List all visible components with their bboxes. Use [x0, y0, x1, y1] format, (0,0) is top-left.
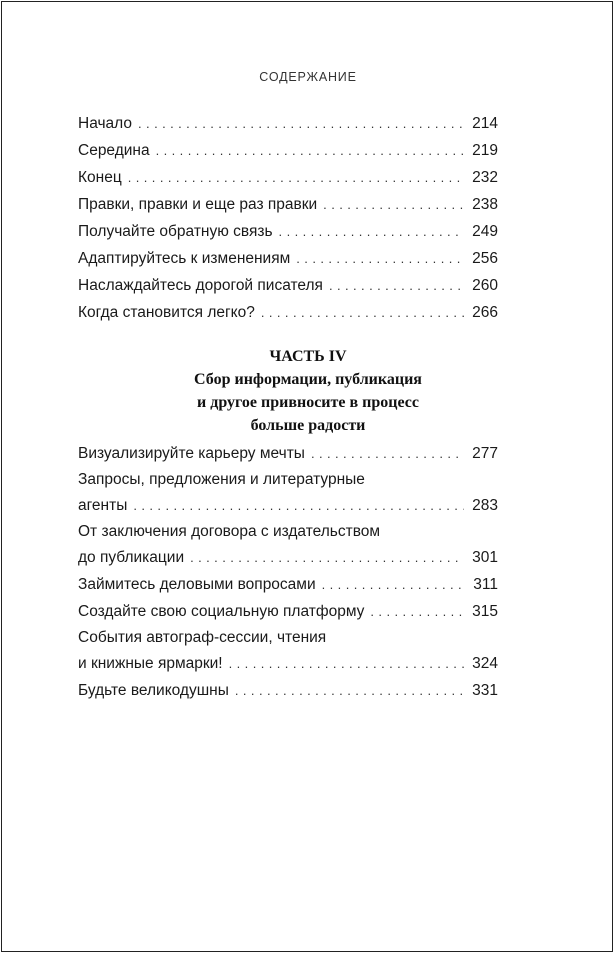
- dot-leader: [329, 272, 464, 299]
- toc-entry[interactable]: [78, 299, 498, 326]
- toc-entry[interactable]: [78, 467, 498, 519]
- dot-leader: [261, 299, 464, 326]
- toc-entry-title: Когда становится легко?: [78, 304, 255, 321]
- toc-entry-title: Конец: [78, 169, 122, 186]
- toc-entry-title-line1: События автограф-сессии, чтения: [78, 629, 327, 646]
- dot-leader: [229, 650, 464, 677]
- toc-entry-title: агенты: [78, 497, 128, 514]
- toc-entry-page: 331: [472, 682, 498, 699]
- part-title-line: больше радости: [250, 417, 366, 434]
- toc-entry-page: 214: [472, 115, 498, 132]
- toc-entry-title: Визуализируйте карьеру мечты: [78, 445, 305, 462]
- toc-entry[interactable]: [78, 519, 498, 571]
- toc-entry-page: 260: [472, 277, 498, 294]
- toc-list: [78, 110, 498, 326]
- toc-entry-page: 315: [472, 603, 498, 620]
- dot-leader: [322, 571, 464, 598]
- toc-entry-title: Получайте обратную связь: [78, 223, 273, 240]
- dot-leader: [296, 245, 464, 272]
- toc-entry-page: 311: [473, 576, 498, 593]
- toc-entry[interactable]: [78, 440, 498, 467]
- toc-entry-page: 277: [472, 445, 498, 462]
- dot-leader: [323, 191, 464, 218]
- toc-entry[interactable]: [78, 677, 498, 704]
- toc-entry[interactable]: [78, 191, 498, 218]
- toc-entry-page: 266: [472, 304, 498, 321]
- toc-entry-page: 238: [472, 196, 498, 213]
- part-title-line: и другое привносите в процесс: [197, 394, 419, 411]
- toc-entry-title: Правки, правки и еще раз правки: [78, 196, 318, 213]
- toc-entry-page: 232: [472, 169, 498, 186]
- toc-entry[interactable]: [78, 137, 498, 164]
- part-heading: [0, 345, 616, 437]
- toc-entry-page: 219: [472, 142, 498, 159]
- toc-entry-title-line1: Запросы, предложения и литературные: [78, 471, 365, 488]
- dot-leader: [156, 137, 464, 164]
- toc-entry-title: Создайте свою социальную платформу: [78, 603, 365, 620]
- toc-entry[interactable]: [78, 164, 498, 191]
- toc-entry[interactable]: [78, 598, 498, 625]
- page-header: СОДЕРЖАНИЕ: [259, 70, 357, 84]
- toc-entry-title: Адаптируйтесь к изменениям: [78, 250, 291, 267]
- toc-entry[interactable]: [78, 571, 498, 598]
- toc-entry[interactable]: [78, 245, 498, 272]
- toc-entry-title: Наслаждайтесь дорогой писателя: [78, 277, 323, 294]
- dot-leader: [128, 164, 464, 191]
- part-title-line: Сбор информации, публикация: [194, 371, 422, 388]
- toc-entry[interactable]: [78, 218, 498, 245]
- toc-entry[interactable]: [78, 625, 498, 677]
- toc-entry-page: 249: [472, 223, 498, 240]
- dot-leader: [370, 598, 464, 625]
- dot-leader: [279, 218, 464, 245]
- toc-entry-page: 283: [472, 497, 498, 514]
- toc-entry-title-line1: От заключения договора с издательством: [78, 523, 381, 540]
- toc-entry-title: Середина: [78, 142, 150, 159]
- dot-leader: [311, 440, 464, 467]
- toc-entry-title: до публикации: [78, 549, 185, 566]
- dot-leader: [235, 677, 464, 704]
- toc-entry-page: 301: [472, 549, 498, 566]
- dot-leader: [133, 492, 464, 519]
- toc-entry-page: 256: [472, 250, 498, 267]
- dot-leader: [138, 110, 464, 137]
- toc-entry-title: и книжные ярмарки!: [78, 655, 223, 672]
- part-number: ЧАСТЬ IV: [269, 348, 347, 365]
- toc-entry-page: 324: [472, 655, 498, 672]
- toc-entry-title: Займитесь деловыми вопросами: [78, 576, 316, 593]
- toc-entry-title: Будьте великодушны: [78, 682, 229, 699]
- toc-entry-title: Начало: [78, 115, 133, 132]
- toc-entry[interactable]: [78, 272, 498, 299]
- dot-leader: [190, 544, 464, 571]
- toc-list: [78, 440, 498, 704]
- toc-entry[interactable]: [78, 110, 498, 137]
